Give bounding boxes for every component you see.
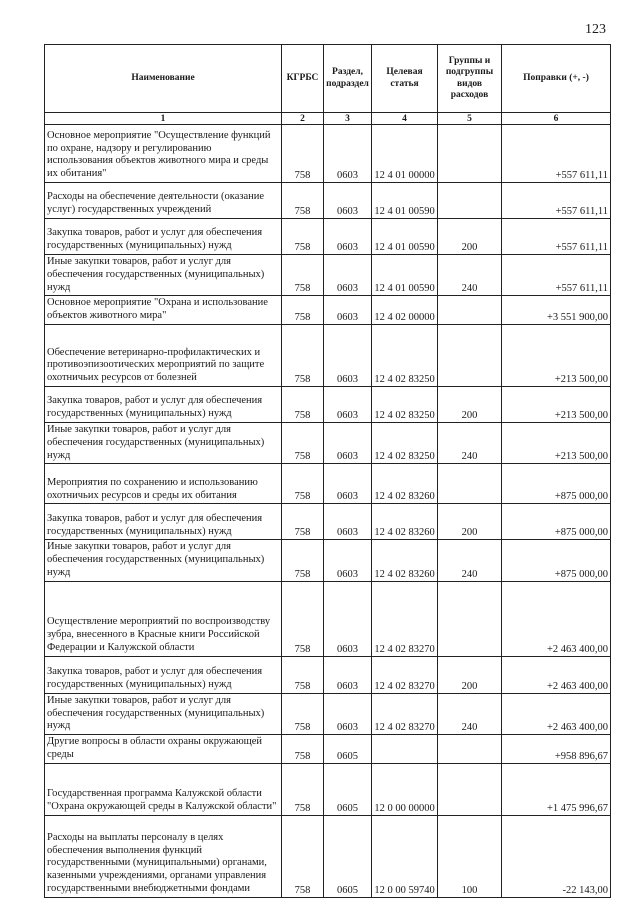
row-amount: +2 463 400,00	[502, 693, 611, 734]
table-row	[45, 183, 611, 219]
page-number: 123	[585, 22, 606, 37]
row-name: Другие вопросы в области охраны окружающей среды	[45, 735, 282, 764]
row-amount: +557 611,11	[502, 255, 611, 296]
row-target: 12 4 02 83270	[372, 581, 438, 656]
row-group	[438, 581, 502, 656]
table-row	[45, 422, 611, 463]
row-amount: +557 611,11	[502, 219, 611, 255]
row-kgrbs: 758	[282, 656, 324, 693]
row-target: 12 4 02 83260	[372, 464, 438, 504]
row-amount: +213 500,00	[502, 324, 611, 386]
row-kgrbs: 758	[282, 324, 324, 386]
row-section: 0603	[324, 296, 372, 325]
row-group: 200	[438, 656, 502, 693]
row-target: 12 4 02 83250	[372, 324, 438, 386]
row-amount: +2 463 400,00	[502, 581, 611, 656]
row-section: 0603	[324, 540, 372, 581]
table-row	[45, 504, 611, 540]
column-number: 6	[502, 113, 611, 125]
row-section: 0603	[324, 219, 372, 255]
table-row	[45, 581, 611, 656]
row-amount: -22 143,00	[502, 815, 611, 897]
row-target: 12 0 00 00000	[372, 763, 438, 815]
row-section: 0603	[324, 125, 372, 183]
table-header-row	[45, 45, 611, 113]
table-row	[45, 464, 611, 504]
row-group: 200	[438, 504, 502, 540]
row-section: 0603	[324, 324, 372, 386]
row-name: Закупка товаров, работ и услуг для обеспечения государственных (муниципальных) нужд	[45, 504, 282, 540]
row-section: 0605	[324, 815, 372, 897]
row-section: 0603	[324, 581, 372, 656]
header-section: Раздел, подраздел	[324, 45, 372, 113]
table-row	[45, 763, 611, 815]
row-target: 12 4 01 00000	[372, 125, 438, 183]
row-section: 0603	[324, 693, 372, 734]
header-amendments: Поправки (+, -)	[502, 45, 611, 113]
row-group	[438, 183, 502, 219]
row-group: 240	[438, 693, 502, 734]
column-number: 3	[324, 113, 372, 125]
row-target	[372, 735, 438, 764]
row-name: Расходы на обеспечение деятельности (оказание услуг) государственных учреждений	[45, 183, 282, 219]
row-name: Закупка товаров, работ и услуг для обеспечения государственных (муниципальных) нужд	[45, 386, 282, 422]
budget-table	[44, 44, 611, 898]
row-name: Закупка товаров, работ и услуг для обеспечения государственных (муниципальных) нужд	[45, 219, 282, 255]
row-target: 12 4 02 83270	[372, 693, 438, 734]
row-section: 0605	[324, 735, 372, 764]
row-kgrbs: 758	[282, 386, 324, 422]
table-row	[45, 693, 611, 734]
row-group	[438, 324, 502, 386]
row-kgrbs: 758	[282, 422, 324, 463]
row-name: Закупка товаров, работ и услуг для обеспечения государственных (муниципальных) нужд	[45, 656, 282, 693]
row-kgrbs: 758	[282, 735, 324, 764]
row-amount: +2 463 400,00	[502, 656, 611, 693]
row-group: 240	[438, 255, 502, 296]
table-row	[45, 735, 611, 764]
row-amount: +213 500,00	[502, 386, 611, 422]
header-kgrbs: КГРБС	[282, 45, 324, 113]
row-section: 0603	[324, 183, 372, 219]
row-group	[438, 464, 502, 504]
table-row	[45, 324, 611, 386]
row-name: Иные закупки товаров, работ и услуг для обеспечения государственных (муниципальных) нужд	[45, 693, 282, 734]
table-row	[45, 386, 611, 422]
row-section: 0603	[324, 255, 372, 296]
row-group: 200	[438, 219, 502, 255]
row-group: 240	[438, 540, 502, 581]
row-kgrbs: 758	[282, 504, 324, 540]
table-row	[45, 255, 611, 296]
row-section: 0603	[324, 386, 372, 422]
row-kgrbs: 758	[282, 296, 324, 325]
row-amount: +875 000,00	[502, 540, 611, 581]
row-amount: +958 896,67	[502, 735, 611, 764]
row-target: 12 4 01 00590	[372, 219, 438, 255]
row-name: Иные закупки товаров, работ и услуг для обеспечения государственных (муниципальных) нужд	[45, 422, 282, 463]
row-group	[438, 296, 502, 325]
row-kgrbs: 758	[282, 464, 324, 504]
row-section: 0605	[324, 763, 372, 815]
row-group	[438, 735, 502, 764]
header-name: Наименование	[45, 45, 282, 113]
row-name: Иные закупки товаров, работ и услуг для обеспечения государственных (муниципальных) нужд	[45, 540, 282, 581]
row-kgrbs: 758	[282, 540, 324, 581]
header-groups: Группы и подгруппы видов расходов	[438, 45, 502, 113]
row-name: Основное мероприятие "Осуществление функций по охране, надзору и регулированию использования объектов животного мира и среды их обитания"	[45, 125, 282, 183]
row-group	[438, 125, 502, 183]
table-row	[45, 296, 611, 325]
row-amount: +875 000,00	[502, 464, 611, 504]
column-number: 2	[282, 113, 324, 125]
row-name: Мероприятия по сохранению и использованию охотничьих ресурсов и среды их обитания	[45, 464, 282, 504]
row-amount: +1 475 996,67	[502, 763, 611, 815]
row-amount: +875 000,00	[502, 504, 611, 540]
row-kgrbs: 758	[282, 183, 324, 219]
row-group: 100	[438, 815, 502, 897]
row-target: 12 4 02 83260	[372, 540, 438, 581]
row-section: 0603	[324, 422, 372, 463]
row-name: Обеспечение ветеринарно-профилактических и противоэпизоотических мероприятий по защите охотничьих ресурсов от болезней	[45, 324, 282, 386]
row-amount: +557 611,11	[502, 183, 611, 219]
table-row	[45, 125, 611, 183]
row-name: Государственная программа Калужской области "Охрана окружающей среды в Калужской области"	[45, 763, 282, 815]
row-name: Осуществление мероприятий по воспроизводству зубра, внесенного в Красные книги Российской Федерации и Калужской области	[45, 581, 282, 656]
row-target: 12 4 01 00590	[372, 183, 438, 219]
column-number: 5	[438, 113, 502, 125]
row-target: 12 4 02 83270	[372, 656, 438, 693]
row-name: Основное мероприятие "Охрана и использование объектов животного мира"	[45, 296, 282, 325]
row-section: 0603	[324, 504, 372, 540]
row-amount: +3 551 900,00	[502, 296, 611, 325]
table-row	[45, 815, 611, 897]
table-row	[45, 540, 611, 581]
row-target: 12 4 02 83260	[372, 504, 438, 540]
table-body	[45, 125, 611, 898]
column-number-row	[45, 113, 611, 125]
row-group	[438, 763, 502, 815]
row-name: Расходы на выплаты персоналу в целях обеспечения выполнения функций государственными (муниципальными) органами, казенными учреждениями, органами управления государственными внебюджетными фондами	[45, 815, 282, 897]
row-section: 0603	[324, 656, 372, 693]
row-amount: +213 500,00	[502, 422, 611, 463]
row-target: 12 0 00 59740	[372, 815, 438, 897]
row-kgrbs: 758	[282, 581, 324, 656]
column-number: 4	[372, 113, 438, 125]
row-amount: +557 611,11	[502, 125, 611, 183]
row-section: 0603	[324, 464, 372, 504]
row-kgrbs: 758	[282, 125, 324, 183]
row-kgrbs: 758	[282, 693, 324, 734]
row-kgrbs: 758	[282, 219, 324, 255]
row-name: Иные закупки товаров, работ и услуг для обеспечения государственных (муниципальных) нужд	[45, 255, 282, 296]
row-target: 12 4 01 00590	[372, 255, 438, 296]
column-number: 1	[45, 113, 282, 125]
table-row	[45, 219, 611, 255]
row-target: 12 4 02 83250	[372, 386, 438, 422]
row-target: 12 4 02 83250	[372, 422, 438, 463]
row-kgrbs: 758	[282, 815, 324, 897]
header-target: Целевая статья	[372, 45, 438, 113]
row-group: 240	[438, 422, 502, 463]
row-kgrbs: 758	[282, 255, 324, 296]
table-row	[45, 656, 611, 693]
row-target: 12 4 02 00000	[372, 296, 438, 325]
row-group: 200	[438, 386, 502, 422]
row-kgrbs: 758	[282, 763, 324, 815]
